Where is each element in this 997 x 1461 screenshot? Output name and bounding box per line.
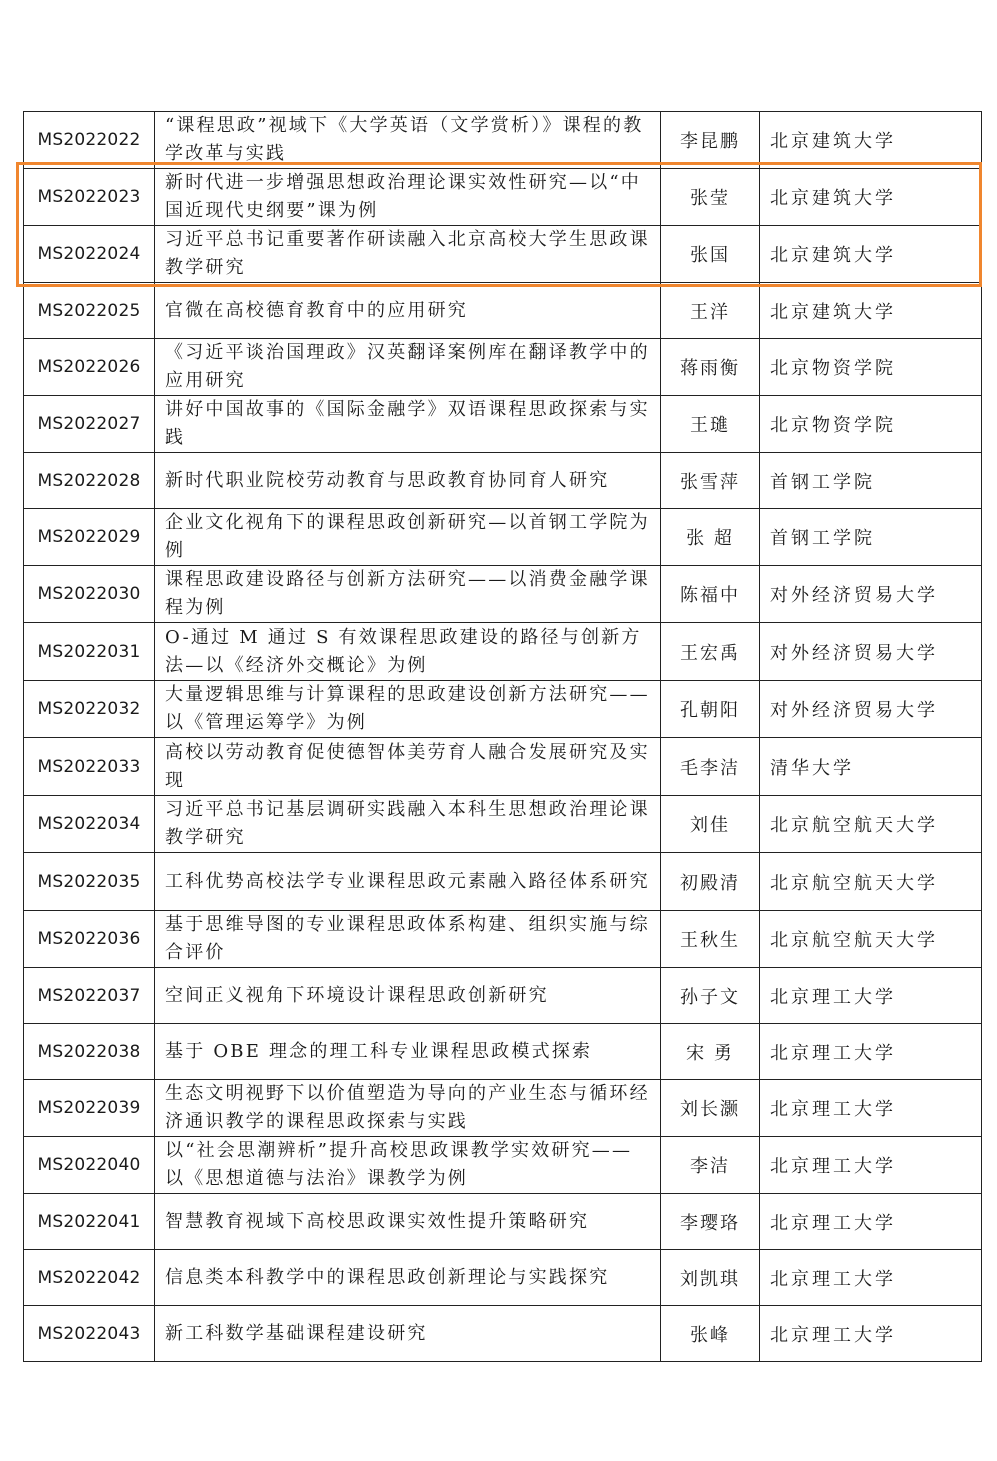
table-row xyxy=(24,396,982,453)
table-row xyxy=(24,968,982,1024)
project-leader-cell: 毛李洁 xyxy=(661,738,760,796)
institution-cell: 北京建筑大学 xyxy=(760,283,982,339)
project-title: 《习近平谈治国理政》汉英翻译案例库在翻译教学中的应用研究 xyxy=(165,342,650,391)
project-title: 新工科数学基础课程建设研究 xyxy=(165,1322,428,1344)
table-row xyxy=(24,1194,982,1250)
institution-cell: 北京物资学院 xyxy=(760,339,982,396)
institution-cell: 北京理工大学 xyxy=(760,1194,982,1250)
project-title: 企业文化视角下的课程思政创新研究—以首钢工学院为例 xyxy=(165,512,650,561)
project-leader-cell: 王秋生 xyxy=(661,911,760,968)
project-id-cell: MS2022032 xyxy=(24,681,155,738)
project-list-sheet xyxy=(23,111,981,1362)
table-row xyxy=(24,681,982,738)
table-row xyxy=(24,796,982,853)
project-title-cell xyxy=(155,1024,661,1080)
table-row xyxy=(24,1137,982,1194)
table-row xyxy=(24,169,982,226)
table-row xyxy=(24,738,982,796)
project-id-cell: MS2022031 xyxy=(24,623,155,681)
project-title: 基于思维导图的专业课程思政体系构建、组织实施与综合评价 xyxy=(165,914,650,963)
project-leader-cell: 宋 勇 xyxy=(661,1024,760,1080)
project-leader-cell: 张峰 xyxy=(661,1306,760,1362)
project-title-cell xyxy=(155,396,661,453)
project-title: 智慧教育视域下高校思政课实效性提升策略研究 xyxy=(165,1210,590,1232)
institution-cell: 对外经济贸易大学 xyxy=(760,623,982,681)
project-title: 工科优势高校法学专业课程思政元素融入路径体系研究 xyxy=(165,870,650,892)
project-id-cell: MS2022023 xyxy=(24,169,155,226)
institution-cell: 首钢工学院 xyxy=(760,509,982,566)
table-row xyxy=(24,509,982,566)
project-leader-cell: 王璡 xyxy=(661,396,760,453)
table-row xyxy=(24,566,982,623)
institution-cell: 北京航空航天大学 xyxy=(760,853,982,911)
project-title-cell xyxy=(155,283,661,339)
project-id-cell: MS2022040 xyxy=(24,1137,155,1194)
project-leader-cell: 孙子文 xyxy=(661,968,760,1024)
project-leader-cell: 李璎珞 xyxy=(661,1194,760,1250)
project-title-cell xyxy=(155,1137,661,1194)
project-leader-cell: 张莹 xyxy=(661,169,760,226)
project-id-cell: MS2022038 xyxy=(24,1024,155,1080)
project-id-cell: MS2022035 xyxy=(24,853,155,911)
project-id-cell: MS2022028 xyxy=(24,453,155,509)
institution-cell: 北京建筑大学 xyxy=(760,226,982,283)
institution-cell: 北京理工大学 xyxy=(760,1080,982,1137)
institution-cell: 北京理工大学 xyxy=(760,1250,982,1306)
project-title: 基于 OBE 理念的理工科专业课程思政模式探索 xyxy=(165,1040,593,1062)
project-id-cell: MS2022024 xyxy=(24,226,155,283)
institution-cell: 北京建筑大学 xyxy=(760,169,982,226)
project-title-cell xyxy=(155,509,661,566)
table-row xyxy=(24,226,982,283)
institution-cell: 北京航空航天大学 xyxy=(760,911,982,968)
project-title-cell xyxy=(155,681,661,738)
project-id-cell: MS2022033 xyxy=(24,738,155,796)
project-leader-cell: 李昆鹏 xyxy=(661,112,760,169)
institution-cell: 北京航空航天大学 xyxy=(760,796,982,853)
table-row xyxy=(24,911,982,968)
project-title: 信息类本科教学中的课程思政创新理论与实践探究 xyxy=(165,1266,610,1288)
project-leader-cell: 刘长灏 xyxy=(661,1080,760,1137)
project-title-cell xyxy=(155,169,661,226)
project-title-cell xyxy=(155,112,661,169)
project-title-cell xyxy=(155,796,661,853)
institution-cell: 北京理工大学 xyxy=(760,968,982,1024)
project-leader-cell: 刘凯琪 xyxy=(661,1250,760,1306)
project-title-cell xyxy=(155,453,661,509)
institution-cell: 北京物资学院 xyxy=(760,396,982,453)
project-leader-cell: 张国 xyxy=(661,226,760,283)
project-id-cell: MS2022026 xyxy=(24,339,155,396)
institution-cell: 清华大学 xyxy=(760,738,982,796)
project-title-cell xyxy=(155,1080,661,1137)
project-leader-cell: 刘佳 xyxy=(661,796,760,853)
project-table xyxy=(23,111,982,1362)
project-leader-cell: 初殿清 xyxy=(661,853,760,911)
institution-cell: 首钢工学院 xyxy=(760,453,982,509)
project-id-cell: MS2022025 xyxy=(24,283,155,339)
project-title: 空间正义视角下环境设计课程思政创新研究 xyxy=(165,984,549,1006)
project-id-cell: MS2022039 xyxy=(24,1080,155,1137)
table-row xyxy=(24,283,982,339)
project-title: 习近平总书记基层调研实践融入本科生思想政治理论课教学研究 xyxy=(165,799,650,848)
project-id-cell: MS2022041 xyxy=(24,1194,155,1250)
project-title-cell xyxy=(155,566,661,623)
project-id-cell: MS2022030 xyxy=(24,566,155,623)
project-id-cell: MS2022029 xyxy=(24,509,155,566)
project-title: 讲好中国故事的《国际金融学》双语课程思政探索与实践 xyxy=(165,399,650,448)
project-title: “课程思政”视域下《大学英语（文学赏析）》课程的教学改革与实践 xyxy=(165,115,644,164)
project-title: 官微在高校德育教育中的应用研究 xyxy=(165,299,468,321)
project-title: 以“社会思潮辨析”提升高校思政课教学实效研究——以《思想道德与法治》课教学为例 xyxy=(165,1140,633,1189)
project-leader-cell: 张 超 xyxy=(661,509,760,566)
project-id-cell: MS2022034 xyxy=(24,796,155,853)
project-title-cell xyxy=(155,738,661,796)
project-id-cell: MS2022043 xyxy=(24,1306,155,1362)
project-leader-cell: 孔朝阳 xyxy=(661,681,760,738)
project-title-cell xyxy=(155,1250,661,1306)
project-title-cell xyxy=(155,911,661,968)
project-leader-cell: 陈福中 xyxy=(661,566,760,623)
project-title: 新时代职业院校劳动教育与思政教育协同育人研究 xyxy=(165,469,610,491)
table-row xyxy=(24,623,982,681)
project-title: 课程思政建设路径与创新方法研究——以消费金融学课程为例 xyxy=(165,569,650,618)
table-row xyxy=(24,853,982,911)
project-title-cell xyxy=(155,1194,661,1250)
project-leader-cell: 李洁 xyxy=(661,1137,760,1194)
project-title: 大量逻辑思维与计算课程的思政建设创新方法研究——以《管理运筹学》为例 xyxy=(165,684,650,733)
table-row xyxy=(24,1080,982,1137)
project-leader-cell: 张雪萍 xyxy=(661,453,760,509)
project-title-cell xyxy=(155,339,661,396)
institution-cell: 北京理工大学 xyxy=(760,1024,982,1080)
project-title-cell xyxy=(155,968,661,1024)
project-title: 新时代进一步增强思想政治理论课实效性研究—以“中国近现代史纲要”课为例 xyxy=(165,172,641,221)
institution-cell: 对外经济贸易大学 xyxy=(760,681,982,738)
project-title: O-通过 M 通过 S 有效课程思政建设的路径与创新方法—以《经济外交概论》为例 xyxy=(165,626,642,676)
institution-cell: 北京理工大学 xyxy=(760,1137,982,1194)
table-row xyxy=(24,1024,982,1080)
project-title-cell xyxy=(155,853,661,911)
table-row xyxy=(24,1306,982,1362)
institution-cell: 对外经济贸易大学 xyxy=(760,566,982,623)
project-leader-cell: 王洋 xyxy=(661,283,760,339)
project-title-cell xyxy=(155,1306,661,1362)
project-title-cell xyxy=(155,226,661,283)
table-row xyxy=(24,453,982,509)
project-id-cell: MS2022037 xyxy=(24,968,155,1024)
project-title: 生态文明视野下以价值塑造为导向的产业生态与循环经济通识教学的课程思政探索与实践 xyxy=(165,1083,650,1132)
project-id-cell: MS2022022 xyxy=(24,112,155,169)
project-leader-cell: 王宏禹 xyxy=(661,623,760,681)
project-title: 习近平总书记重要著作研读融入北京高校大学生思政课教学研究 xyxy=(165,229,650,278)
table-row xyxy=(24,1250,982,1306)
project-id-cell: MS2022036 xyxy=(24,911,155,968)
table-row xyxy=(24,339,982,396)
project-id-cell: MS2022027 xyxy=(24,396,155,453)
project-title: 高校以劳动教育促使德智体美劳育人融合发展研究及实现 xyxy=(165,741,650,791)
institution-cell: 北京建筑大学 xyxy=(760,112,982,169)
project-leader-cell: 蒋雨衡 xyxy=(661,339,760,396)
institution-cell: 北京理工大学 xyxy=(760,1306,982,1362)
table-row xyxy=(24,112,982,169)
project-id-cell: MS2022042 xyxy=(24,1250,155,1306)
project-title-cell xyxy=(155,623,661,681)
